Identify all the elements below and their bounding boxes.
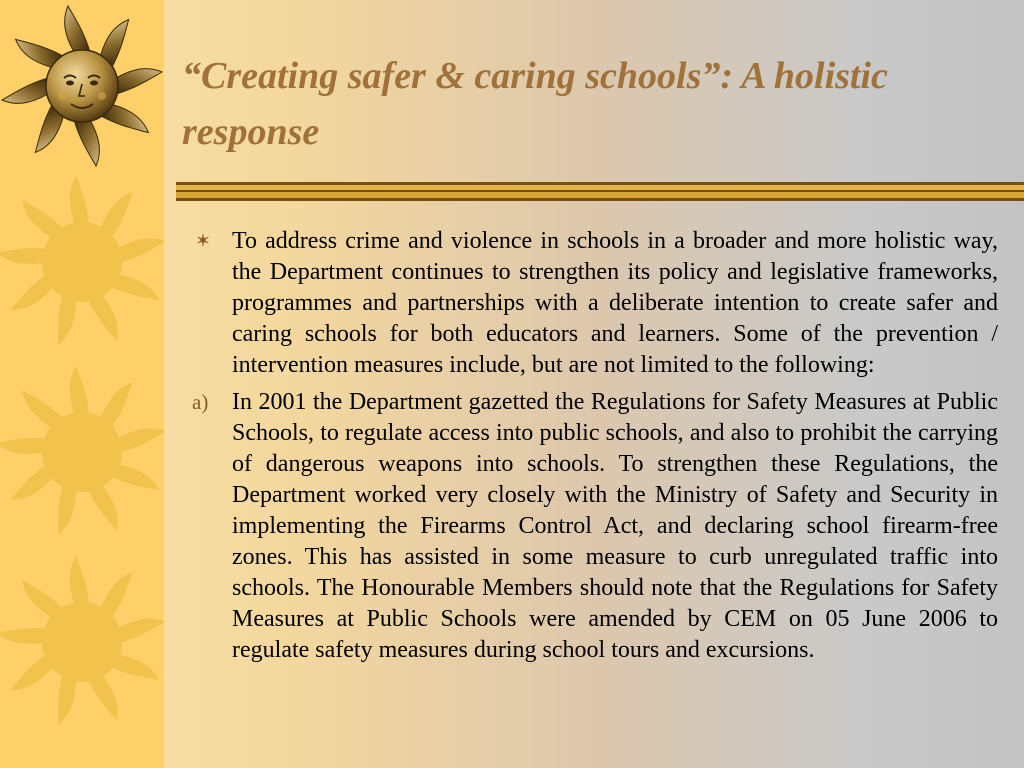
bullet-item-intro — [192, 226, 998, 381]
list-marker: a) — [192, 390, 209, 414]
bullet-text: To address crime and violence in schools in a broader and more holistic way, the Department continues to strengthen its policy and legislative frameworks, programmes and partnerships with a deliberate intention to create safer and caring schools for both educators and learners. Some of the prevention / intervention measures include, but are not limited to the following: — [232, 228, 998, 378]
decorative-sidebar — [0, 0, 164, 768]
sun-icon — [0, 556, 164, 727]
title-divider-rule — [176, 182, 1024, 204]
list-item-text: In 2001 the Department gazetted the Regulations for Safety Measures at Public Schools, to regulate access into public schools, and also to prohibit the carrying of dangerous weapons into schools. To strengthen these Regulations, the Department worked very closely with the Ministry of Safety and Security in implementing the Firearms Control Act, and declaring school firearm-free zones. This has assisted in some measure to curb unregulated traffic into schools. The Honourable Members should note that the Regulations for Safety Measures at Public Schools were amended by CEM on 05 June 2006 to regulate safety measures during school tours and excursions. — [232, 389, 998, 663]
star-bullet-icon: ✶ — [195, 231, 211, 252]
sun-icon — [0, 176, 164, 347]
sun-decoration-column — [0, 0, 164, 768]
slide-title: “Creating safer & caring schools”: A holistic response — [182, 55, 888, 153]
slide-body — [192, 226, 998, 672]
sun-icon — [0, 366, 164, 537]
list-item-a — [192, 387, 998, 666]
sun-face-icon — [2, 6, 162, 166]
